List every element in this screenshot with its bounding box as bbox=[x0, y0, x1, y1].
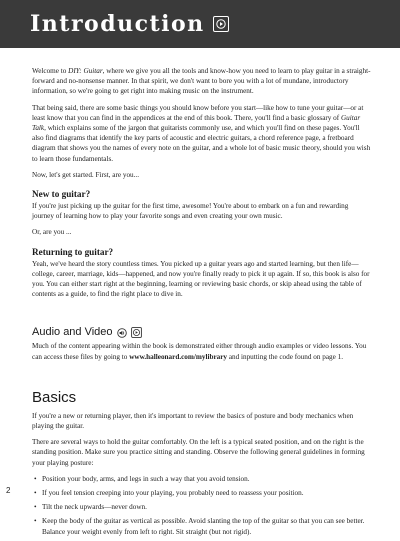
bullet-icon: • bbox=[34, 474, 37, 483]
returning-body: Yeah, we've heard the story countless times. You picked up a guitar years ago and started learning, but then life—college, career, marriage, kids—happened, and now you're finally ready to pick it up again. If so, this book is also for you. You can either start right at the beginning, learning or reviewing basic chords, or skip ahead using the table of contents as a guide, to find the right place to dive in. bbox=[32, 259, 370, 299]
audio-video-body: Much of the content appearing within the book is demonstrated either through audio examples or video lessons. You can access these files by going to www.halleonard.com/mylibrary and inputting the code found on page 1. bbox=[32, 342, 367, 361]
or-are-you-text: Or, are you ... bbox=[32, 228, 72, 237]
returning-heading: Returning to guitar? bbox=[32, 246, 114, 257]
glossary-title: Guitar Talk bbox=[32, 113, 361, 133]
bullet-icon: • bbox=[34, 503, 37, 512]
bullet-icon: • bbox=[34, 517, 37, 526]
new-to-guitar-heading: New to guitar? bbox=[32, 189, 91, 200]
list-item: • Keep the body of the guitar as vertical as possible. Avoid slanting the top of the guitar so that you can see better. Balance your weight evenly from left to right. Sit straight (but not rigid). bbox=[34, 517, 365, 536]
book-title: DIY: Guitar bbox=[68, 67, 103, 75]
library-link[interactable]: www.halleonard.com/mylibrary bbox=[129, 352, 228, 361]
posture-guidelines-list bbox=[32, 474, 372, 537]
page-content bbox=[32, 66, 372, 541]
chapter-banner bbox=[0, 0, 400, 48]
audio-video-heading: Audio and Video bbox=[32, 326, 372, 339]
list-item: • If you feel tension creeping into your playing, you probably need to reassess your position. bbox=[34, 489, 304, 498]
basics-paragraph-2: There are several ways to hold the guitar comfortably. On the left is a typical seated position, and on the right is the standing position. Make sure you practice sitting and standing. Observe the following general guidelines in forming your playing posture: bbox=[32, 438, 365, 467]
list-item: • Tilt the neck upwards—never down. bbox=[34, 503, 147, 512]
chapter-title: Introduction bbox=[30, 11, 205, 37]
basics-heading: Basics bbox=[32, 388, 77, 406]
video-icon bbox=[131, 327, 142, 338]
intro-paragraph-3: Now, let's get started. First, are you... bbox=[32, 170, 140, 179]
bullet-icon: • bbox=[34, 489, 37, 498]
intro-paragraph-1: Welcome to DIY: Guitar, where we give you all the tools and know-how you need to learn to play guitar in a straight-forward and no-nonsense manner. In that spirit, we don't want to bore you with a lot of mundane, introductory information, so we're going to get right into making music on the instrument. bbox=[32, 67, 371, 96]
new-to-guitar-body: If you're just picking up the guitar for the first time, awesome! You're about to embark on a fun and rewarding journey of learning how to play your favorite songs and even creating your own music. bbox=[32, 202, 349, 221]
audio-icon bbox=[117, 328, 127, 338]
basics-paragraph-1: If you're a new or returning player, then it's important to review the basics of posture and body mechanics when playing the guitar. bbox=[32, 411, 354, 431]
list-item: • Position your body, arms, and legs in such a way that you avoid tension. bbox=[34, 474, 250, 483]
intro-paragraph-2: That being said, there are some basic things you should know before you start—like how to tune your guitar—or at least know that you can find in the appendices at the end of this book. There, you'll find a basic glossary of Guitar Talk, which explains some of the jargon that guitarists commonly use, and which you'll find on these pages. You'll also find diagrams that identify the key parts of acoustic and electric guitars, a chord reference page, a fretboard diagram that shows you the names of every note on the guitar, and a whole lot of basic music theory, should you wish to learn those fundamentals. bbox=[32, 103, 371, 163]
video-icon bbox=[213, 16, 229, 32]
page-number: 2 bbox=[6, 486, 11, 495]
